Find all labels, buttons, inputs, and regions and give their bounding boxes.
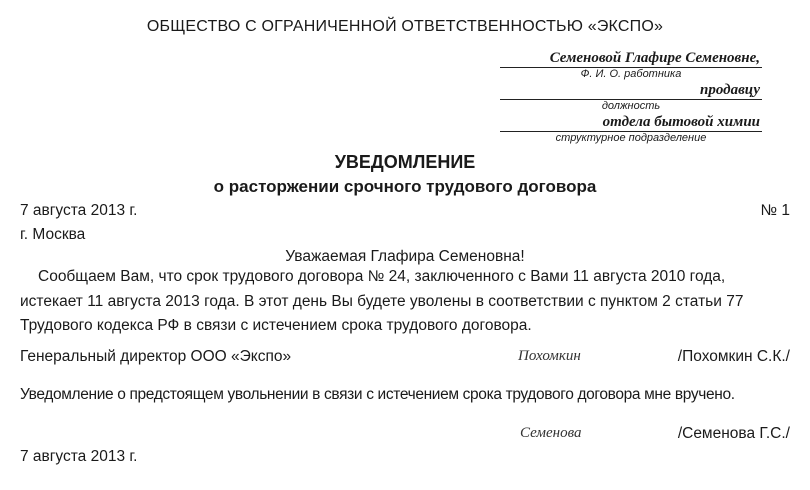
director-name: /Похомкин С.К./ <box>677 348 790 365</box>
addressee-position-caption: должность <box>601 100 661 112</box>
acknowledgement-text: Уведомление о предстоящем увольнении в связи с истечением срока трудового договора мне вручено. <box>20 386 735 403</box>
addressee-name-block <box>500 50 762 81</box>
addressee-name-caption: Ф. И. О. работника <box>580 68 682 80</box>
document-number: № 1 <box>760 202 790 219</box>
director-signature: Похомкин <box>518 348 581 364</box>
document-subtitle: о расторжении срочного трудового договора <box>213 177 597 196</box>
director-title: Генеральный директор ООО «Экспо» <box>20 348 292 365</box>
addressee-name: Семеновой Глафире Семеновне, <box>500 50 762 68</box>
body-line: истекает 11 августа 2013 года. В этот день Вы будете уволены в соответствии с пунктом 2 статьи 77 <box>20 293 744 310</box>
addressee-position-block <box>500 82 762 113</box>
addressee-department-block <box>500 114 762 145</box>
document-title: УВЕДОМЛЕНИЕ <box>334 152 476 172</box>
employee-name: /Семенова Г.С./ <box>677 425 790 442</box>
receipt-date: 7 августа 2013 г. <box>20 448 138 465</box>
addressee-position: продавцу <box>500 82 762 100</box>
addressee-department-caption: структурное подразделение <box>555 132 707 144</box>
body-line: Трудового кодекса РФ в связи с истечением срока трудового договора. <box>20 317 532 334</box>
employee-signature: Семенова <box>520 425 582 441</box>
organization-name: ОБЩЕСТВО С ОГРАНИЧЕННОЙ ОТВЕТСТВЕННОСТЬЮ «ЭКСПО» <box>146 18 664 35</box>
body-line: Сообщаем Вам, что срок трудового договора № 24, заключенного с Вами 11 августа 2010 года, <box>38 268 726 285</box>
document-date: 7 августа 2013 г. <box>20 202 138 219</box>
greeting: Уважаемая Глафира Семеновна! <box>285 248 525 265</box>
addressee-department: отдела бытовой химии <box>500 114 762 132</box>
document-city: г. Москва <box>20 226 86 243</box>
